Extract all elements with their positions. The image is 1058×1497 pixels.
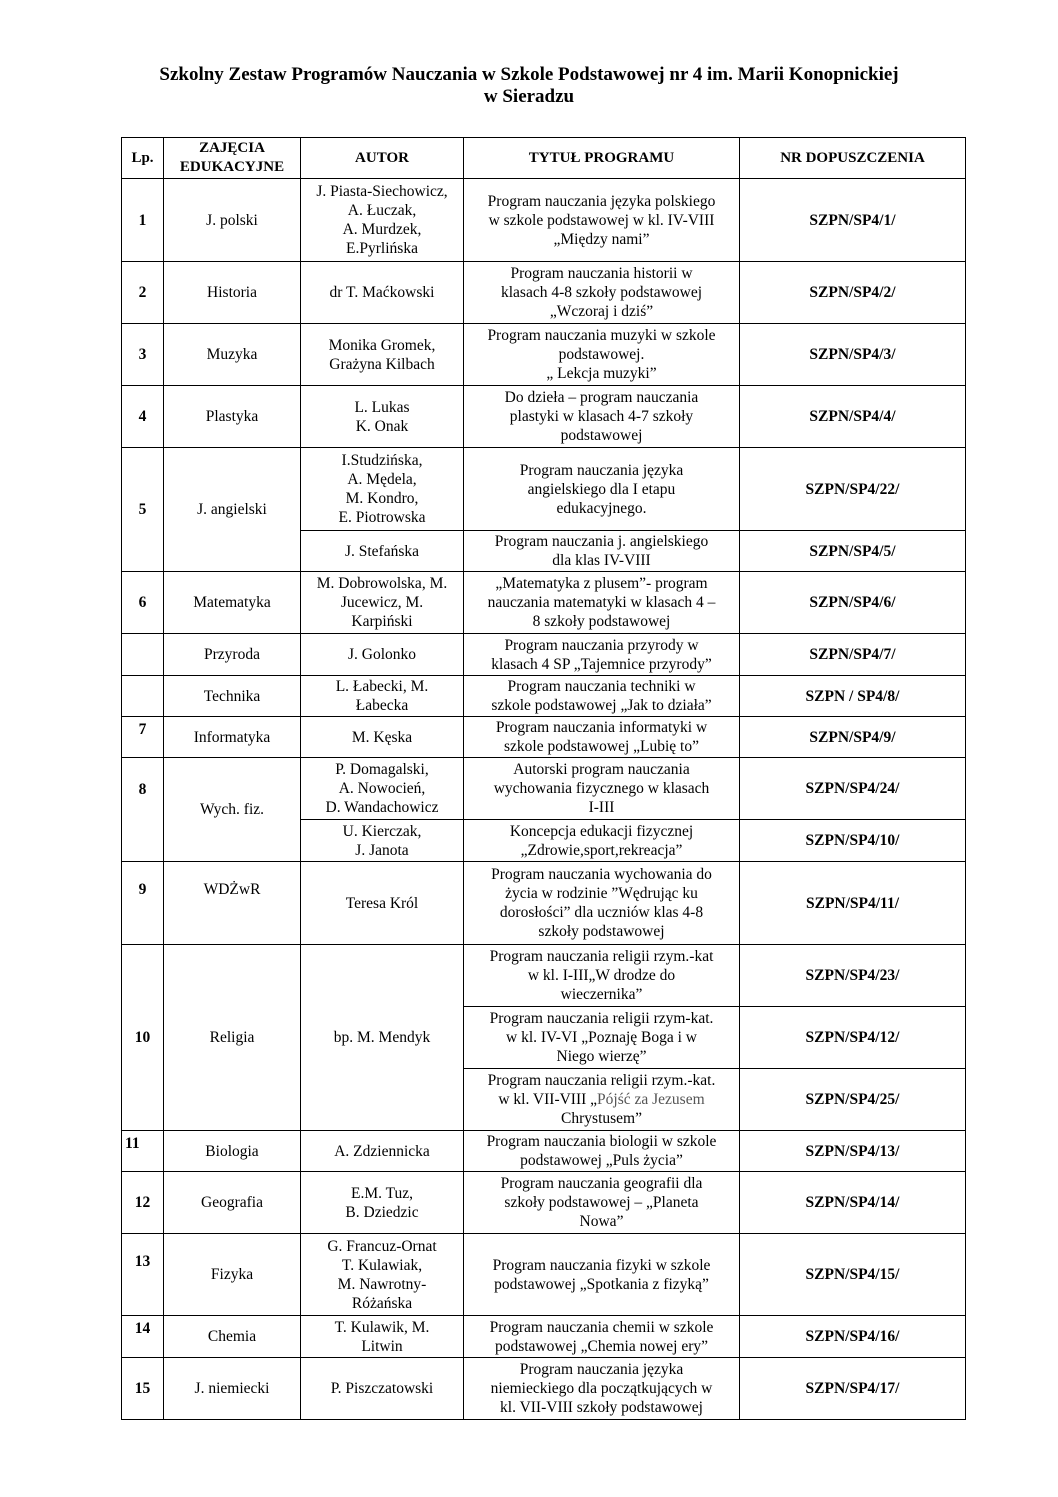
row-program: Koncepcja edukacji fizycznej „Zdrowie,sport,rekreacja” xyxy=(464,820,740,862)
row-number: SZPN/SP4/2/ xyxy=(740,262,966,324)
row-author: Teresa Król xyxy=(301,862,464,945)
table-row xyxy=(122,1316,966,1358)
table-row xyxy=(122,1131,966,1172)
table-row xyxy=(122,1172,966,1234)
row-author: J. Golonko xyxy=(301,634,464,676)
row-subject: Matematyka xyxy=(164,572,301,634)
row-number: SZPN/SP4/13/ xyxy=(740,1131,966,1172)
row-subject: Wych. fiz. xyxy=(164,758,301,862)
row-program: Program nauczania informatyki w szkole podstawowej „Lubię to” xyxy=(464,717,740,758)
row-subject: Informatyka xyxy=(164,717,301,758)
row-subject: Przyroda xyxy=(164,634,301,676)
row-number: SZPN/SP4/17/ xyxy=(740,1358,966,1420)
row-subject: Religia xyxy=(164,945,301,1131)
row-program: Program nauczania muzyki w szkole podstawowej. „ Lekcja muzyki” xyxy=(464,324,740,386)
row-lp: 14 xyxy=(122,1316,164,1358)
row-author: M. Dobrowolska, M. Jucewicz, M. Karpiński xyxy=(301,572,464,634)
row-program: „Matematyka z plusem”- program nauczania matematyki w klasach 4 – 8 szkoły podstawowej xyxy=(464,572,740,634)
table-row xyxy=(122,1234,966,1316)
table-row xyxy=(122,386,966,448)
table-row xyxy=(122,862,966,945)
row-subject: J. polski xyxy=(164,179,301,262)
row-number: SZPN/SP4/4/ xyxy=(740,386,966,448)
row-author: U. Kierczak, J. Janota xyxy=(301,820,464,862)
document-title xyxy=(0,64,1058,108)
row-number: SZPN/SP4/6/ xyxy=(740,572,966,634)
row-number: SZPN/SP4/15/ xyxy=(740,1234,966,1316)
row-program: Program nauczania religii rzym.-kat. w kl. VII-VIII „Pójść za Jezusem Chrystusem” xyxy=(464,1069,740,1131)
header-subject: ZAJĘCIA EDUKACYJNE xyxy=(164,138,301,179)
row-author: G. Francuz-Ornat T. Kulawiak, M. Nawrotny- Różańska xyxy=(301,1234,464,1316)
row-author: J. Stefańska xyxy=(301,531,464,572)
table-header-row xyxy=(122,138,966,179)
row-number: SZPN/SP4/16/ xyxy=(740,1316,966,1358)
row-program: Program nauczania fizyki w szkole podstawowej „Spotkania z fizyką” xyxy=(464,1234,740,1316)
row-author: J. Piasta-Siechowicz, A. Łuczak, A. Murdzek, E.Pyrlińska xyxy=(301,179,464,262)
row-program: Program nauczania wychowania do życia w rodzinie ”Wędrując ku dorosłości” dla uczniów klas 4-8 szkoły podstawowej xyxy=(464,862,740,945)
row-number: SZPN/SP4/12/ xyxy=(740,1007,966,1069)
row-subject: Muzyka xyxy=(164,324,301,386)
table-row xyxy=(122,1358,966,1420)
row-program: Program nauczania religii rzym.-kat w kl. I-III„W drodze do wieczernika” xyxy=(464,945,740,1007)
row-number: SZPN/SP4/5/ xyxy=(740,531,966,572)
row-number: SZPN/SP4/3/ xyxy=(740,324,966,386)
row-subject: Chemia xyxy=(164,1316,301,1358)
row-author: P. Domagalski, A. Nowocień, D. Wandachowicz xyxy=(301,758,464,820)
row-lp: 6 xyxy=(122,572,164,634)
table-row xyxy=(122,448,966,531)
row-program: Program nauczania chemii w szkole podstawowej „Chemia nowej ery” xyxy=(464,1316,740,1358)
row-author: T. Kulawik, M. Litwin xyxy=(301,1316,464,1358)
row-author: A. Zdziennicka xyxy=(301,1131,464,1172)
row-program: Program nauczania techniki w szkole podstawowej „Jak to działa” xyxy=(464,676,740,717)
row-author: M. Kęska xyxy=(301,717,464,758)
row-lp: 15 xyxy=(122,1358,164,1420)
table-row xyxy=(122,717,966,758)
row-number: SZPN/SP4/25/ xyxy=(740,1069,966,1131)
row-subject: Historia xyxy=(164,262,301,324)
row-lp: 12 xyxy=(122,1172,164,1234)
row-lp: 1 xyxy=(122,179,164,262)
row-subject: Biologia xyxy=(164,1131,301,1172)
row-author: I.Studzińska, A. Mędela, M. Kondro, E. Piotrowska xyxy=(301,448,464,531)
row-author: L. Lukas K. Onak xyxy=(301,386,464,448)
table-row xyxy=(122,945,966,1007)
table-row xyxy=(122,179,966,262)
row-subject: Plastyka xyxy=(164,386,301,448)
row-program: Program nauczania historii w klasach 4-8 szkoły podstawowej „Wczoraj i dziś” xyxy=(464,262,740,324)
row-lp: 2 xyxy=(122,262,164,324)
table-row xyxy=(122,572,966,634)
row-author: dr T. Maćkowski xyxy=(301,262,464,324)
title-line-1: Szkolny Zestaw Programów Nauczania w Szkole Podstawowej nr 4 im. Marii Konopnickiej xyxy=(159,64,899,85)
row-program: Program nauczania języka polskiego w szkole podstawowej w kl. IV-VIII „Między nami” xyxy=(464,179,740,262)
row-program: Program nauczania biologii w szkole podstawowej „Puls życia” xyxy=(464,1131,740,1172)
table-row xyxy=(122,324,966,386)
row-program: Program nauczania religii rzym-kat. w kl. IV-VI „Poznaję Boga i w Niego wierzę” xyxy=(464,1007,740,1069)
row-lp: 3 xyxy=(122,324,164,386)
header-lp: Lp. xyxy=(122,138,164,179)
row-number: SZPN/SP4/11/ xyxy=(740,862,966,945)
row-lp: 11 xyxy=(122,1131,164,1172)
row-number: SZPN/SP4/24/ xyxy=(740,758,966,820)
row-lp: 4 xyxy=(122,386,164,448)
row-lp: 7 xyxy=(122,717,164,758)
row-number: SZPN/SP4/14/ xyxy=(740,1172,966,1234)
row-subject: Fizyka xyxy=(164,1234,301,1316)
title-line-2: w Sieradzu xyxy=(483,86,575,107)
row-program: Program nauczania języka niemieckiego dla początkujących w kl. VII-VIII szkoły podstawowej xyxy=(464,1358,740,1420)
row-author: E.M. Tuz, B. Dziedzic xyxy=(301,1172,464,1234)
row-subject: J. angielski xyxy=(164,448,301,572)
row-number: SZPN/SP4/22/ xyxy=(740,448,966,531)
table-row xyxy=(122,758,966,820)
row-lp: 5 xyxy=(122,448,164,572)
row-subject: WDŻwR xyxy=(164,862,301,945)
row-number: SZPN/SP4/7/ xyxy=(740,634,966,676)
row-number: SZPN/SP4/23/ xyxy=(740,945,966,1007)
row-lp: 10 xyxy=(122,945,164,1131)
row-lp: 13 xyxy=(122,1234,164,1316)
row-number: SZPN/SP4/9/ xyxy=(740,717,966,758)
row-program: Do dzieła – program nauczania plastyki w klasach 4-7 szkoły podstawowej xyxy=(464,386,740,448)
table-row xyxy=(122,262,966,324)
row-number: SZPN/SP4/1/ xyxy=(740,179,966,262)
header-number: NR DOPUSZCZENIA xyxy=(740,138,966,179)
row-program: Program nauczania j. angielskiego dla klas IV-VIII xyxy=(464,531,740,572)
row-program: Program nauczania języka angielskiego dla I etapu edukacyjnego. xyxy=(464,448,740,531)
row-author: P. Piszczatowski xyxy=(301,1358,464,1420)
row-number: SZPN / SP4/8/ xyxy=(740,676,966,717)
row-lp: 9 xyxy=(122,862,164,945)
row-program: Program nauczania przyrody w klasach 4 SP „Tajemnice przyrody” xyxy=(464,634,740,676)
header-program: TYTUŁ PROGRAMU xyxy=(464,138,740,179)
row-lp: 8 xyxy=(122,758,164,862)
row-author: bp. M. Mendyk xyxy=(301,945,464,1131)
row-program: Program nauczania geografii dla szkoły podstawowej – „Planeta Nowa” xyxy=(464,1172,740,1234)
table-row xyxy=(122,676,966,717)
table-row xyxy=(122,634,966,676)
header-author: AUTOR xyxy=(301,138,464,179)
row-lp xyxy=(122,676,164,717)
row-number: SZPN/SP4/10/ xyxy=(740,820,966,862)
row-lp xyxy=(122,634,164,676)
row-program: Autorski program nauczania wychowania fizycznego w klasach I-III xyxy=(464,758,740,820)
row-subject: Technika xyxy=(164,676,301,717)
row-subject: Geografia xyxy=(164,1172,301,1234)
row-subject: J. niemiecki xyxy=(164,1358,301,1420)
row-author: Monika Gromek, Grażyna Kilbach xyxy=(301,324,464,386)
row-author: L. Łabecki, M. Łabecka xyxy=(301,676,464,717)
programs-table xyxy=(121,137,966,1420)
